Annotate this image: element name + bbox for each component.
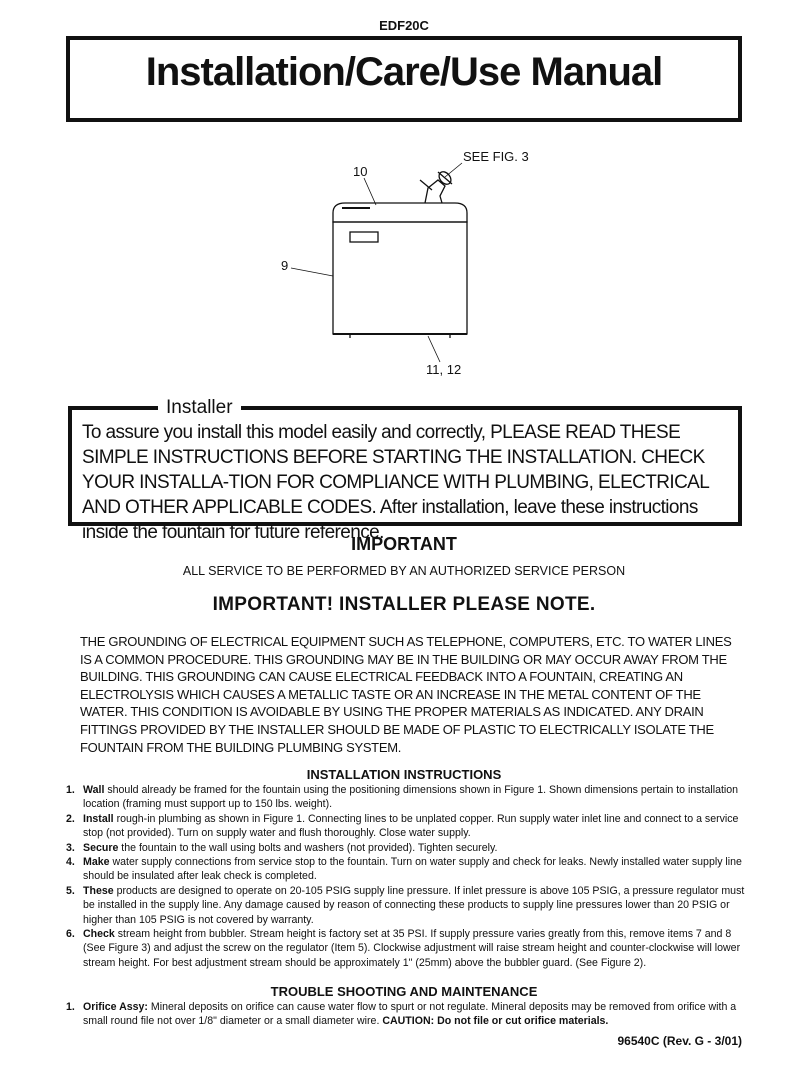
leader-line-9 — [291, 268, 333, 276]
installation-heading: INSTALLATION INSTRUCTIONS — [306, 767, 502, 782]
callout-11-12: 11, 12 — [426, 362, 462, 377]
important-subtext: ALL SERVICE TO BE PERFORMED BY AN AUTHORIZED SERVICE PERSON — [182, 564, 626, 578]
list-item: 5. These products are designed to operate on 20-105 PSIG supply line pressure. If inlet pressure is above 105 PSIG, a pressure regulator must be installed in the supply line. Any damage caused by reason of connecting these products to supply line pressures lower than 20 PSIG or higher than 105 PSIG is not covered by warranty. — [66, 884, 745, 926]
list-item: 1. Wall should already be framed for the fountain using the positioning dimensions shown in Figure 1. Shown dimensions pertain to installation location (framing must support up to 150 lbs. weight). — [66, 784, 739, 811]
callout-see-fig: SEE FIG. 3 — [463, 149, 529, 164]
installation-steps — [66, 783, 756, 970]
bubbler — [425, 180, 445, 203]
leader-line-11-12 — [428, 336, 440, 362]
fountain-basin — [333, 203, 467, 222]
fountain-illustration — [0, 0, 808, 400]
grounding-paragraph: THE GROUNDING OF ELECTRICAL EQUIPMENT SUCH AS TELEPHONE, COMPUTERS, ETC. TO WATER LINES IS A COMMON PROCEDURE. THIS GROUNDING MAY BE IN THE BUILDING OR MAY OCCUR AWAY FROM THE BUILDING. THIS GROUNDING CAN CAUSE ELECTRICAL FEEDBACK INTO A FOUNTAIN, CREATING AN ELECTROLYSIS WHICH CAUSES A METALLIC TASTE OR AN INCREASE IN THE METAL CONTENT OF THE WATER. THIS CONDITION IS AVOIDABLE BY USING THE PROPER MATERIALS AS INDICATED. ANY DRAIN FITTINGS PROVIDED BY THE INSTALLER SHOULD BE MADE OF PLASTIC TO ELECTRICALLY ISOLATE THE FOUNTAIN FROM THE BUILDING PLUMBING SYSTEM. — [80, 634, 732, 755]
leader-line-see-fig — [445, 163, 462, 177]
important-heading: IMPORTANT — [351, 534, 457, 554]
fountain-cabinet — [333, 222, 467, 334]
callout-10: 10 — [353, 164, 368, 179]
list-item: 1. Orifice Assy: Mineral deposits on orifice can cause water flow to spurt or not regulate. Mineral deposits may be removed from orifice with a small round file not over 1/8" diameter or a small diameter wire. CAUTION: Do not file or cut orifice materials. — [66, 1001, 737, 1028]
page-title: Installation/Care/Use Manual — [145, 50, 663, 94]
trouble-items — [66, 1000, 756, 1029]
fountain-panel — [350, 232, 378, 242]
installer-note-heading: IMPORTANT! INSTALLER PLEASE NOTE. — [212, 594, 596, 615]
leader-line-10 — [364, 178, 376, 205]
trouble-heading: TROUBLE SHOOTING AND MAINTENANCE — [270, 984, 538, 999]
list-item: 3. Secure the fountain to the wall using bolts and washers (not provided). Tighten securely. — [66, 841, 498, 854]
installer-text: To assure you install this model easily and correctly, PLEASE READ THESE SIMPLE INSTRUCTIONS BEFORE STARTING THE INSTALLATION. CHECK YOUR INSTALLA-TION FOR COMPLIANCE WITH PLUMBING, ELECTRICAL AND OTHER APPLICABLE CODES. After installation, leave these instructions inside the fountain for future reference. — [82, 422, 709, 543]
list-item: 4. Make water supply connections from service stop to the fountain. Turn on water supply and check for leaks. Newly installed water supply line should be insulated after leak check is completed. — [66, 856, 742, 883]
document-number: 96540C (Rev. G - 3/01) — [617, 1034, 742, 1048]
model-number: EDF20C — [379, 18, 429, 33]
callout-9: 9 — [281, 258, 289, 273]
list-item: 6. Check stream height from bubbler. Stream height is factory set at 35 PSI. If supply pressure varies greatly from this, remove items 7 and 8 (See Figure 3) and adjust the screw on the regulator (Item 5). Clockwise adjustment will raise stream height and counter-clockwise will lower stream height. For best adjustment stream should be approximately 1" (25mm) above the bubbler guard. (See Figure 2). — [66, 928, 741, 969]
list-item: 2. Install rough-in plumbing as shown in Figure 1. Connecting lines to be unplated copper. Run supply water inlet line and connect to a service stop (not provided). Turn on supply water and flush thoroughly. Close water supply. — [66, 812, 739, 840]
installer-legend: Installer — [158, 397, 241, 419]
